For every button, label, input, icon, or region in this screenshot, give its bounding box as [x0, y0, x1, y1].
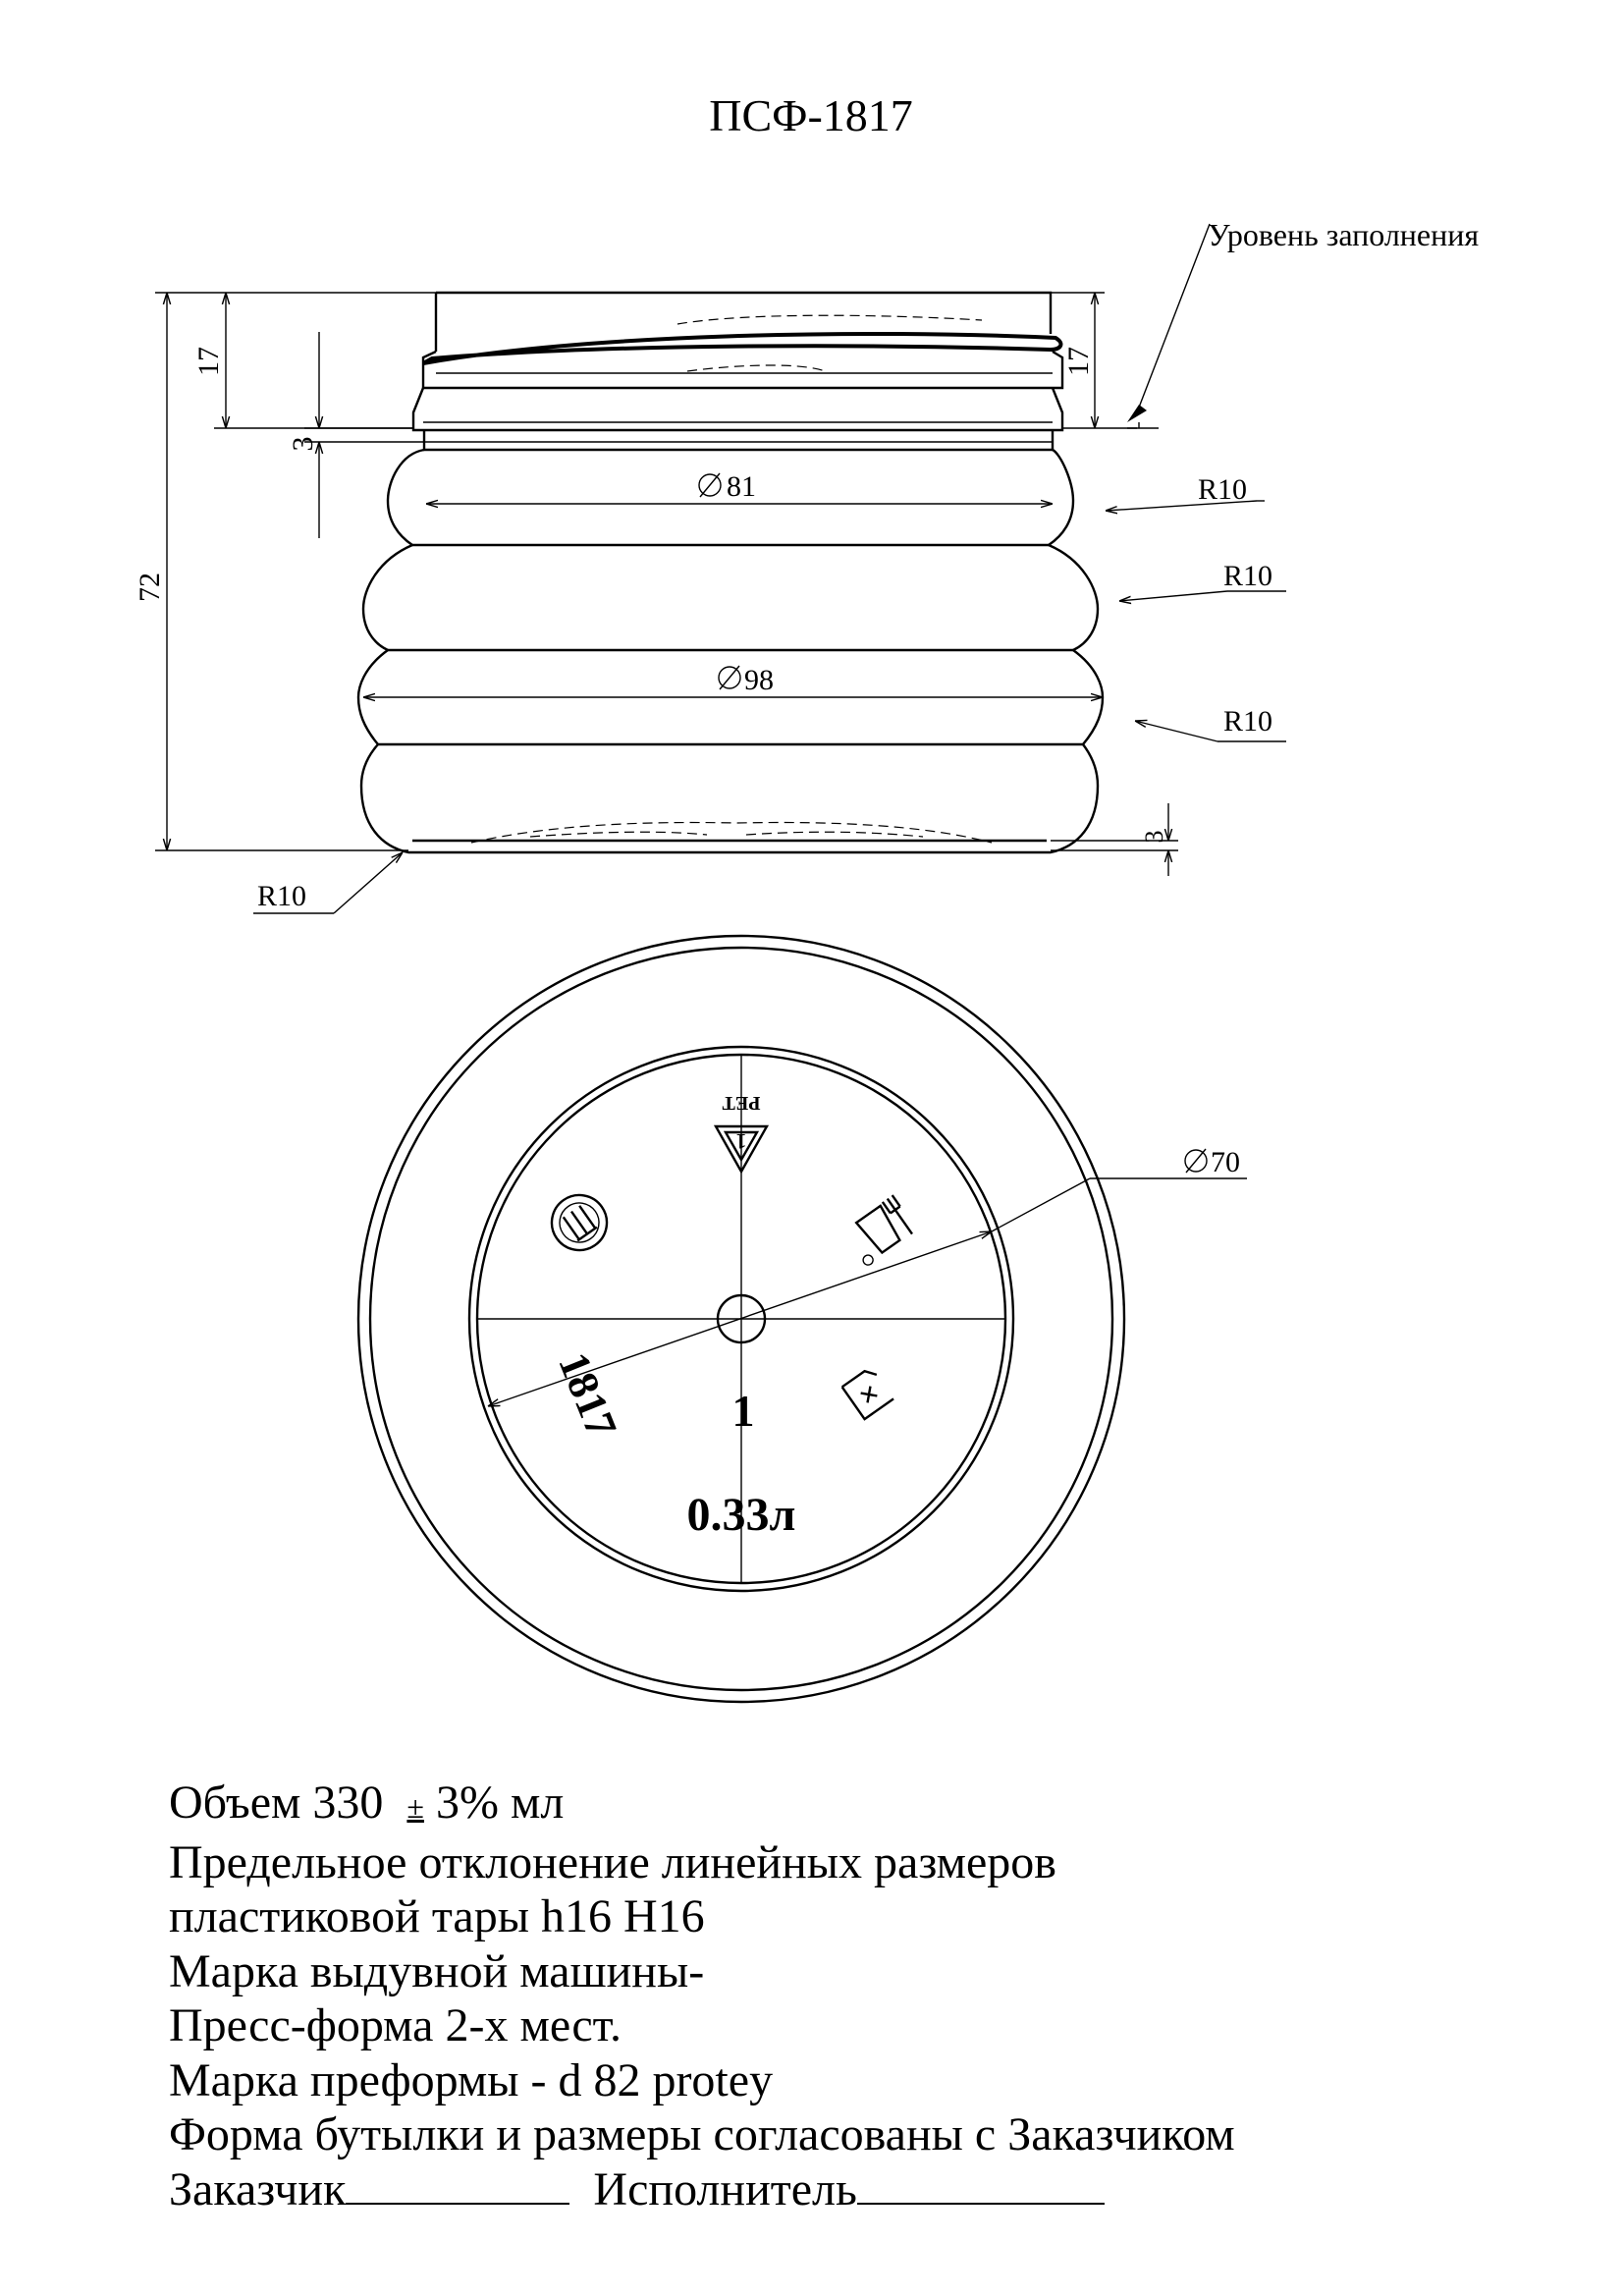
dim-3-base: 3: [1140, 830, 1168, 844]
dim-17-right: 17: [1062, 347, 1095, 376]
dia-98-label: 98: [744, 664, 774, 696]
dishwasher-icon: [842, 1367, 893, 1419]
r10-label-2: R10: [1223, 560, 1273, 592]
r10-label-4: R10: [257, 880, 307, 912]
dia-81-label: 81: [727, 470, 756, 503]
dim-3-neck: 3: [287, 436, 319, 452]
note-tolerance-cont: пластиковой тары h16 H16: [169, 1890, 705, 1942]
food-safe-icon: [841, 1195, 917, 1267]
dim-72: 72: [134, 573, 166, 602]
manufacturer-logo-icon: [541, 1184, 618, 1261]
recycle-icon: [716, 1092, 767, 1172]
mold-number: 1817: [549, 1345, 626, 1445]
note-volume-prefix: Объем 330: [169, 1777, 384, 1829]
note-mold: Пресс-форма 2-х мест.: [169, 1999, 622, 2051]
note-volume: [169, 1776, 1583, 1835]
dia-70-label: 70: [1211, 1146, 1240, 1178]
signature-row: [169, 2162, 1583, 2217]
note-machine: Марка выдувной машины-: [169, 1944, 705, 1997]
r10-label-1: R10: [1198, 473, 1248, 506]
note-volume-suffix: 3% мл: [435, 1777, 565, 1829]
note-tolerance: Предельное отклонение линейных размеров: [169, 1835, 1056, 1888]
customer-label: Заказчик: [169, 2162, 347, 2215]
executor-signature-line[interactable]: [857, 2163, 1105, 2205]
cavity-number: 1: [731, 1386, 755, 1436]
r10-label-3: R10: [1223, 705, 1273, 738]
note-preform: Марка преформы - d 82 protey: [169, 2053, 774, 2106]
bottom-view: [358, 936, 1247, 1702]
executor-label: Исполнитель: [593, 2162, 857, 2215]
dim-17-left: 17: [192, 347, 225, 376]
fill-level-label: Уровень заполнения: [1208, 217, 1480, 252]
note-approval: Форма бутылки и размеры согласованы с Заказчиком: [169, 2108, 1235, 2160]
recycle-label: PET: [722, 1092, 761, 1114]
plus-minus-symbol: ±: [406, 1789, 424, 1825]
drawing-notes: [169, 1776, 1583, 2216]
side-view: [134, 217, 1479, 913]
drawing-title: ПСФ-1817: [709, 90, 913, 140]
volume-mark: 0.33л: [686, 1489, 796, 1541]
customer-signature-line[interactable]: [346, 2163, 569, 2205]
recycle-code: 1: [735, 1129, 747, 1154]
